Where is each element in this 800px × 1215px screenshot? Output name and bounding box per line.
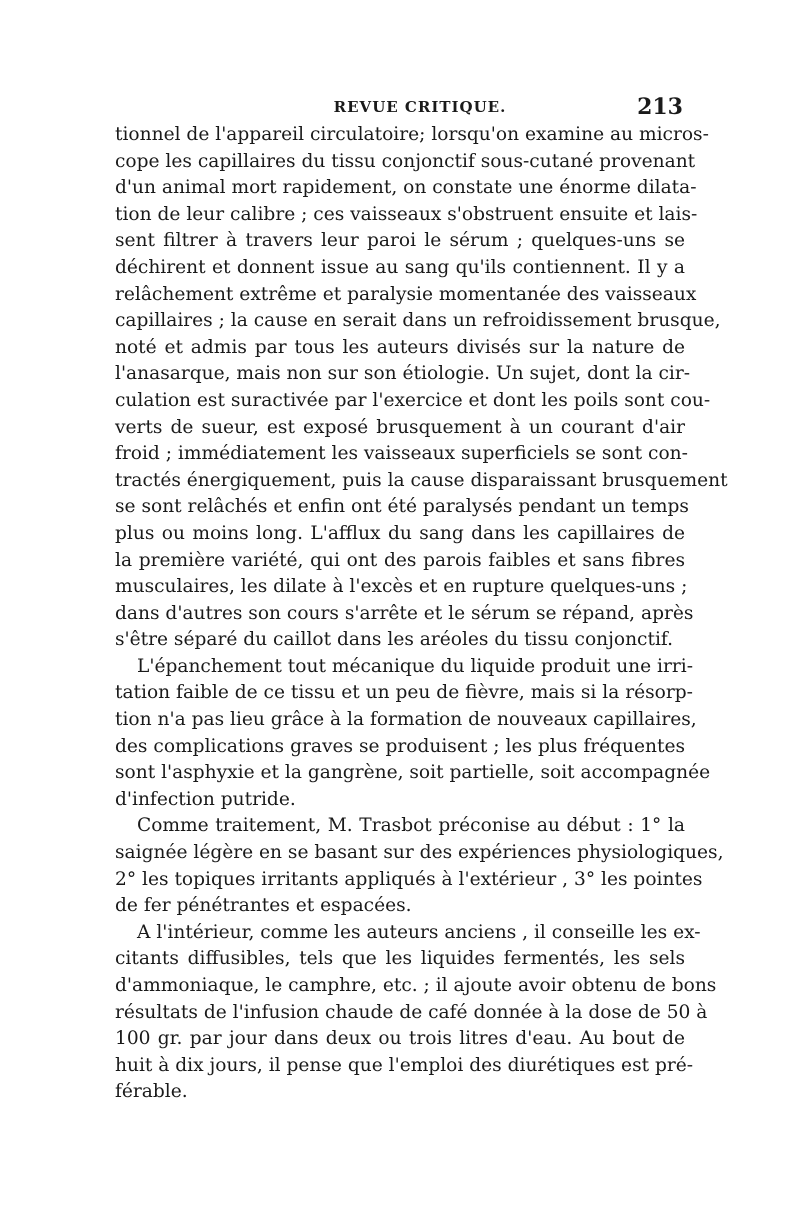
text-line: cope les capillaires du tissu conjonctif sous-cutané provenant	[115, 150, 696, 172]
text-line: déchirent et donnent issue au sang qu'ils contiennent. Il y a	[115, 256, 685, 278]
text-line: la première variété, qui ont des parois faibles et sans fibres	[115, 549, 685, 571]
text-line: tion de leur calibre ; ces vaisseaux s'obstruent ensuite et lais-	[115, 203, 698, 225]
text-line: plus ou moins long. L'afflux du sang dans les capillaires de	[115, 522, 685, 544]
text-line: sont l'asphyxie et la gangrène, soit partielle, soit accompagnée	[115, 762, 711, 784]
text-line: de fer pénétrantes et espacées.	[115, 895, 412, 917]
text-line: 100 gr. par jour dans deux ou trois litres d'eau. Au bout de	[115, 1028, 685, 1050]
text-line: d'ammoniaque, le camphre, etc. ; il ajoute avoir obtenu de bons	[115, 975, 717, 996]
text-line: huit à dix jours, il pense que l'emploi des diurétiques est pré-	[115, 1054, 694, 1076]
text-line: résultats de l'infusion chaude de café donnée à la dose de 50 à	[115, 1001, 708, 1023]
text-line: noté et admis par tous les auteurs divisés sur la nature de	[115, 336, 685, 358]
text-line: sent filtrer à travers leur paroi le sérum ; quelques-uns se	[115, 230, 685, 252]
text-line: 2° les topiques irritants appliqués à l'extérieur , 3° les pointes	[115, 868, 703, 890]
text-line: d'infection putride.	[115, 788, 296, 810]
text-line: tionnel de l'appareil circulatoire; lorsqu'on examine au micros-	[115, 124, 709, 145]
page-number: 213	[637, 94, 683, 120]
text-line: Comme traitement, M. Trasbot préconise au début : 1° la	[137, 815, 685, 837]
text-line: froid ; immédiatement les vaisseaux superficiels se sont con-	[115, 443, 688, 465]
text-line: verts de sueur, est exposé brusquement à un courant d'air	[115, 416, 685, 438]
text-line: musculaires, les dilate à l'excès et en rupture quelques-uns ;	[115, 576, 688, 598]
text-line: L'épanchement tout mécanique du liquide produit une irri-	[137, 655, 694, 677]
text-line: férable.	[115, 1081, 188, 1103]
text-line: culation est suractivée par l'exercice et dont les poils sont cou-	[115, 389, 711, 411]
text-line: relâchement extrême et paralysie momentanée des vaisseaux	[115, 283, 697, 305]
text-line: saignée légère en se basant sur des expériences physiologiques,	[115, 842, 724, 864]
text-line: citants diffusibles, tels que les liquides fermentés, les sels	[115, 948, 685, 970]
body-text	[115, 122, 728, 1106]
text-line: capillaires ; la cause en serait dans un refroidissement brusque,	[115, 310, 721, 332]
text-line: tion n'a pas lieu grâce à la formation de nouveaux capillaires,	[115, 709, 697, 731]
text-line: se sont relâchés et enfin ont été paralysés pendant un temps	[115, 496, 689, 518]
text-line: d'un animal mort rapidement, on constate une énorme dilata-	[115, 177, 697, 199]
text-line: des complications graves se produisent ; les plus fréquentes	[115, 735, 685, 757]
text-line: s'être séparé du caillot dans les aréoles du tissu conjonctif.	[115, 629, 674, 651]
text-line: l'anasarque, mais non sur son étiologie. Un sujet, dont la cir-	[115, 363, 691, 385]
running-title: REVUE CRITIQUE.	[333, 98, 507, 116]
page-header	[115, 94, 685, 122]
text-line: tation faible de ce tissu et un peu de fièvre, mais si la résorp-	[115, 682, 693, 704]
text-line: A l'intérieur, comme les auteurs anciens , il conseille les ex-	[137, 921, 701, 943]
text-line: dans d'autres son cours s'arrête et le sérum se répand, après	[115, 602, 694, 624]
text-line: tractés énergiquement, puis la cause disparaissant brusquement	[115, 469, 728, 491]
